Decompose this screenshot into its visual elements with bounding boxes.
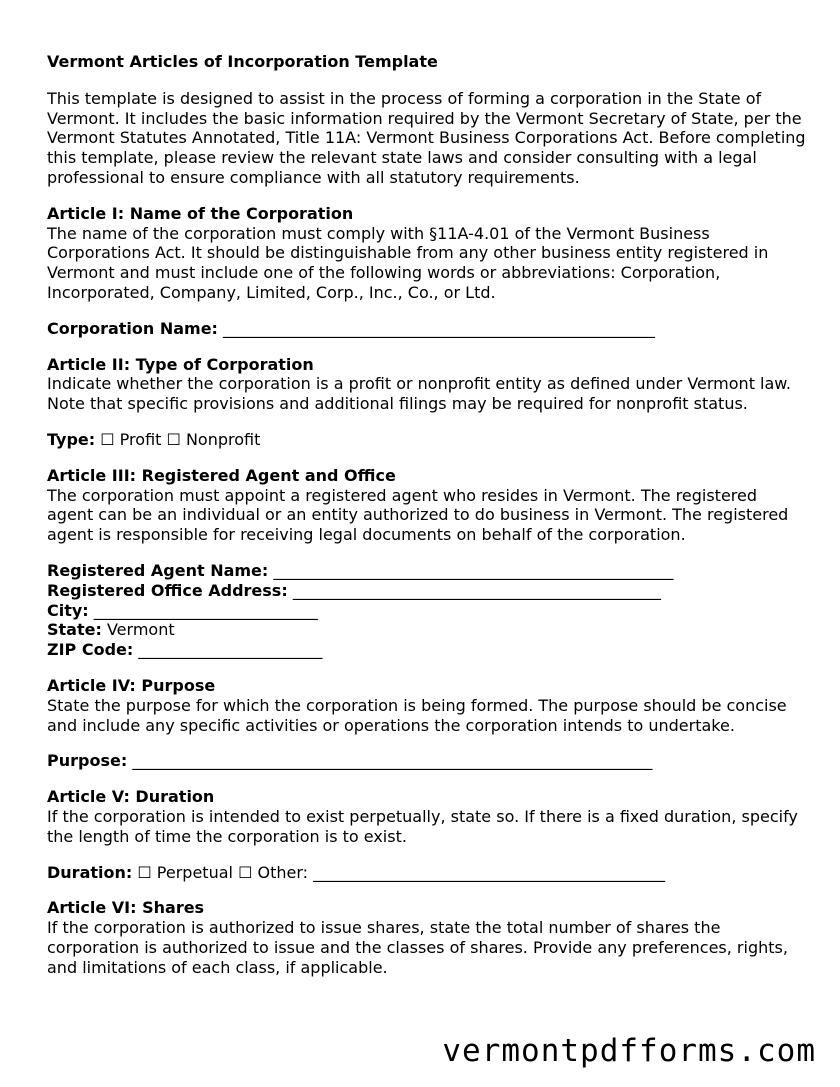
article-2-heading: Article II: Type of Corporation <box>47 354 314 374</box>
state-label: State: <box>47 620 102 640</box>
purpose-field[interactable] <box>47 751 807 771</box>
article-4-body: State the purpose for which the corporation is being formed. The purpose should be concise and include any specific activities or operations the corporation intends to undertake. <box>47 695 787 735</box>
purpose-blank[interactable]: _________________________________________________________________ <box>132 751 653 771</box>
article-3-heading: Article III: Registered Agent and Office <box>47 465 396 485</box>
duration-field <box>47 863 807 883</box>
type-label: Type: <box>47 429 96 449</box>
duration-perpetual-checkbox[interactable]: ☐ Perpetual <box>137 862 233 882</box>
purpose-label: Purpose: <box>47 751 128 771</box>
article-1-body: The name of the corporation must comply with §11A-4.01 of the Vermont Business Corporations Act. It should be distinguishable from any other business entity registered in Vermont and must include one of the following words or abbreviations: Corporation, Incorporated, Company, Limited, Corp., Inc., Co., or Ltd. <box>47 223 769 302</box>
city-field[interactable] <box>47 601 807 621</box>
zip-field[interactable] <box>47 640 807 660</box>
article-6-body: If the corporation is authorized to issue shares, state the total number of shares the corporation is authorized to issue and the classes of shares. Provide any preferences, rights, and limitations of each class, if applicable. <box>47 918 788 977</box>
intro-paragraph: This template is designed to assist in the process of forming a corporation in the State of Vermont. It includes the basic information required by the Vermont Secretary of State, per the Vermont Statutes Annotated, Title 11A: Vermont Business Corporations Act. Before completing this template, please review the relevant state laws and consider consulting with a legal professional to ensure compliance with all statutory requirements. <box>47 88 806 187</box>
registered-agent-label: Registered Agent Name: <box>47 560 269 580</box>
duration-other-checkbox[interactable]: ☐ Other: <box>238 862 309 882</box>
state-field <box>47 620 807 640</box>
document-title: Vermont Articles of Incorporation Template <box>47 52 438 71</box>
registered-office-label: Registered Office Address: <box>47 580 288 600</box>
duration-other-blank[interactable]: ____________________________________________ <box>313 862 666 882</box>
document-page <box>47 52 807 977</box>
zip-label: ZIP Code: <box>47 640 134 660</box>
article-4-heading: Article IV: Purpose <box>47 675 216 695</box>
registered-office-blank[interactable]: ______________________________________________ <box>292 580 661 600</box>
corporation-name-field[interactable] <box>47 319 807 339</box>
article-5-body: If the corporation is intended to exist perpetually, state so. If there is a fixed duration, specify the length of time the corporation is to exist. <box>47 806 798 846</box>
corporation-name-label: Corporation Name: <box>47 318 218 338</box>
city-label: City: <box>47 600 89 620</box>
article-3-body: The corporation must appoint a registered agent who resides in Vermont. The registered agent can be an individual or an entity authorized to do business in Vermont. The registered agent is responsible for receiving legal documents on behalf of the corporation. <box>47 485 789 545</box>
article-1-heading: Article I: Name of the Corporation <box>47 203 354 223</box>
registered-agent-blank[interactable]: __________________________________________________ <box>273 560 674 580</box>
article-5-heading: Article V: Duration <box>47 787 215 807</box>
type-nonprofit-checkbox[interactable]: ☐ Nonprofit <box>166 429 261 449</box>
type-profit-checkbox[interactable]: ☐ Profit <box>100 429 162 449</box>
corporation-name-blank[interactable]: ______________________________________________________ <box>223 318 656 338</box>
registered-office-field[interactable] <box>47 581 807 601</box>
type-field <box>47 430 807 450</box>
article-6-heading: Article VI: Shares <box>47 898 205 918</box>
article-2-body: Indicate whether the corporation is a profit or nonprofit entity as defined under Vermont law. Note that specific provisions and additional filings may be required for nonprofit status. <box>47 374 792 414</box>
state-value: Vermont <box>106 620 175 640</box>
watermark-text: vermontpdfforms.com <box>442 1033 816 1069</box>
duration-label: Duration: <box>47 862 133 882</box>
city-blank[interactable]: ____________________________ <box>93 600 318 620</box>
registered-agent-field[interactable] <box>47 561 807 581</box>
zip-blank[interactable]: _______________________ <box>138 640 323 660</box>
